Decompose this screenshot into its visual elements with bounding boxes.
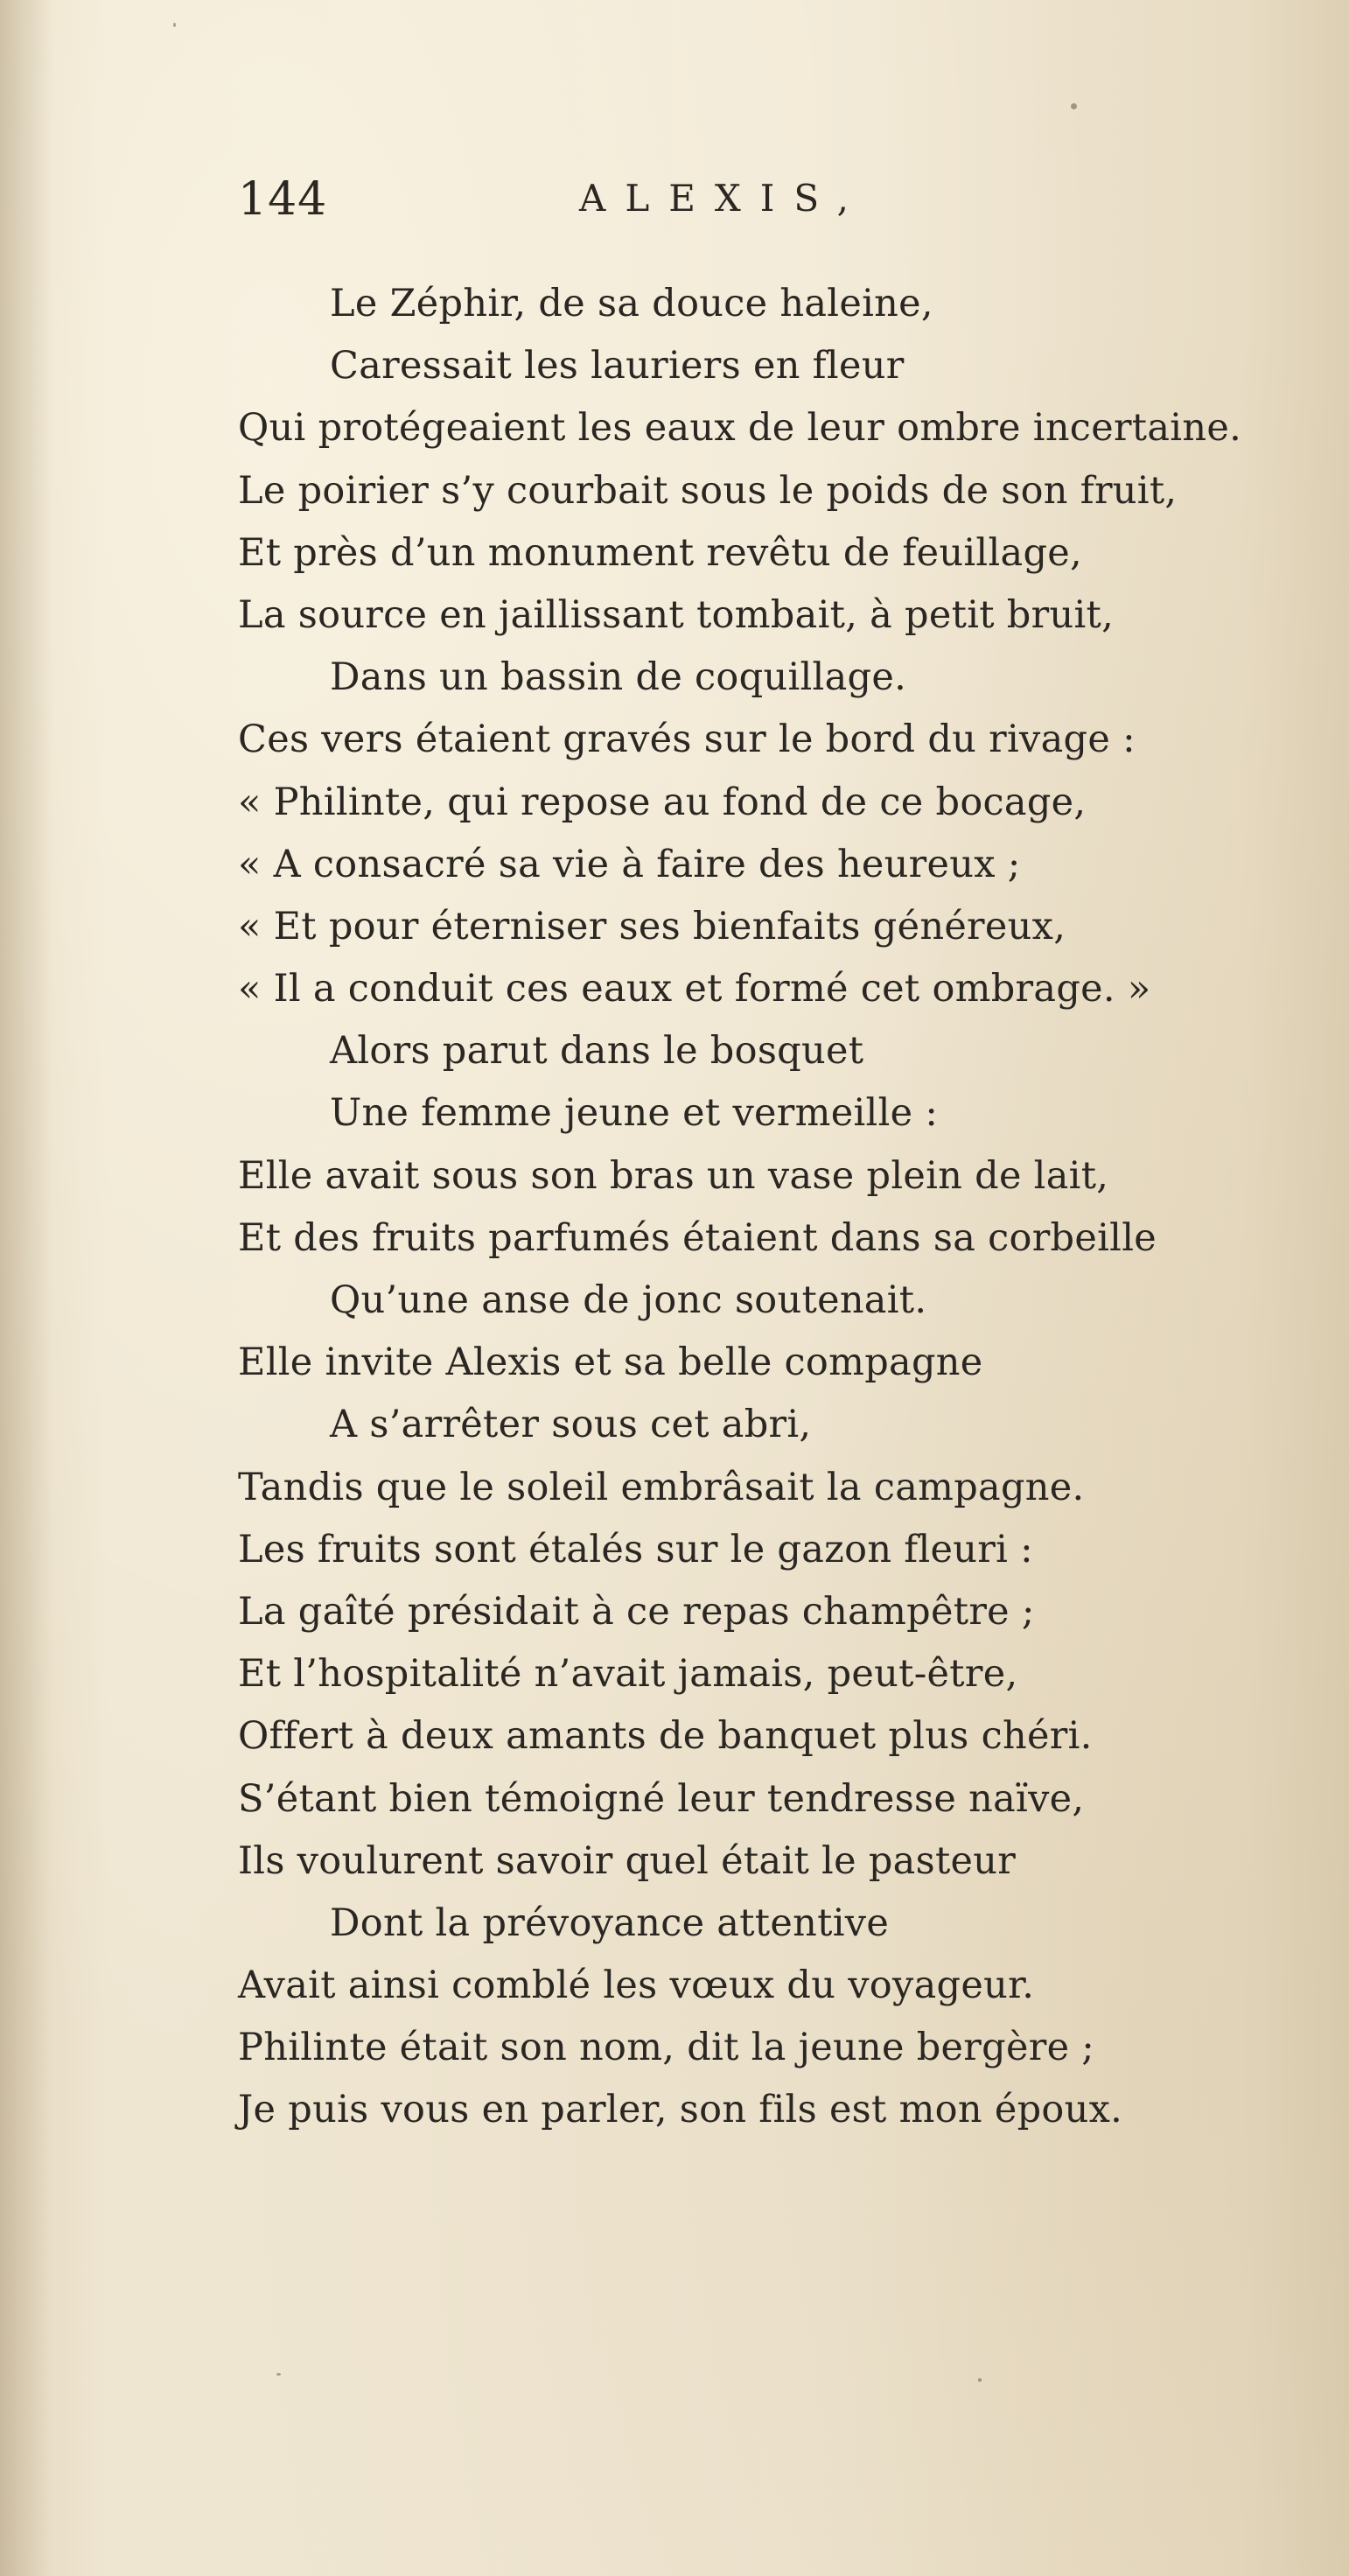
paper-speck	[276, 2373, 281, 2376]
verse-line: Qui protégeaient les eaux de leur ombre incertaine.	[238, 406, 1242, 451]
verse-line: Et des fruits parfumés étaient dans sa corbeille	[238, 1215, 1157, 1260]
verse-line: Le Zéphir, de sa douce haleine,	[330, 282, 933, 326]
verse-line: Tandis que le soleil embrâsait la campagne.	[238, 1465, 1085, 1509]
verse-line: Une femme jeune et vermeille :	[330, 1091, 939, 1136]
paper-speck	[173, 23, 176, 27]
verse-line: Elle invite Alexis et sa belle compagne	[238, 1340, 983, 1385]
verse-line: Avait ainsi comblé les vœux du voyageur.	[238, 1964, 1035, 2008]
verse-line: La source en jaillissant tombait, à petit bruit,	[238, 592, 1115, 637]
paper-speck	[978, 2378, 982, 2382]
verse-line: Et près d’un monument revêtu de feuillage,	[238, 530, 1082, 575]
page-header	[238, 173, 1113, 234]
verse-line: Dans un bassin de coquillage.	[330, 655, 907, 700]
verse-line: Qu’une anse de jonc soutenait.	[330, 1278, 927, 1322]
page-number: 144	[238, 173, 328, 226]
verse-line: « Et pour éterniser ses bienfaits généreux,	[238, 904, 1066, 948]
spine-shadow	[0, 0, 52, 2576]
paper-speck	[1071, 103, 1077, 109]
verse-line: Le poirier s’y courbait sous le poids de son fruit,	[238, 468, 1178, 513]
verse-line: Ils voulurent savoir quel était le pasteur	[238, 1838, 1017, 1883]
verse-line: « A consacré sa vie à faire des heureux ;	[238, 842, 1021, 886]
verse-line: Offert à deux amants de banquet plus chéri.	[238, 1714, 1093, 1759]
verse-line: « Il a conduit ces eaux et formé cet ombrage. »	[238, 967, 1151, 1012]
verse-line: Caressait les lauriers en fleur	[330, 344, 905, 388]
verse-line: Les fruits sont étalés sur le gazon fleuri :	[238, 1527, 1033, 1572]
verse-line: « Philinte, qui repose au fond de ce bocage,	[238, 780, 1087, 824]
verse-line: Alors parut dans le bosquet	[330, 1029, 864, 1074]
poem-verse	[238, 273, 1314, 2142]
verse-line: A s’arrêter sous cet abri,	[330, 1403, 812, 1447]
verse-line: La gaîté présidait à ce repas champêtre ;	[238, 1589, 1035, 1634]
verse-line: Philinte était son nom, dit la jeune bergère ;	[238, 2026, 1095, 2070]
verse-line: S’étant bien témoigné leur tendresse naïve,	[238, 1776, 1085, 1821]
verse-line: Je puis vous en parler, son fils est mon époux.	[238, 2088, 1123, 2132]
verse-line: Dont la prévoyance attentive	[330, 1900, 890, 1945]
verse-line: Elle avait sous son bras un vase plein de lait,	[238, 1153, 1109, 1198]
verse-line: Ces vers étaient gravés sur le bord du rivage :	[238, 718, 1136, 762]
verse-line: Et l’hospitalité n’avait jamais, peut-être,	[238, 1652, 1018, 1697]
running-title: ALEXIS,	[579, 177, 868, 220]
